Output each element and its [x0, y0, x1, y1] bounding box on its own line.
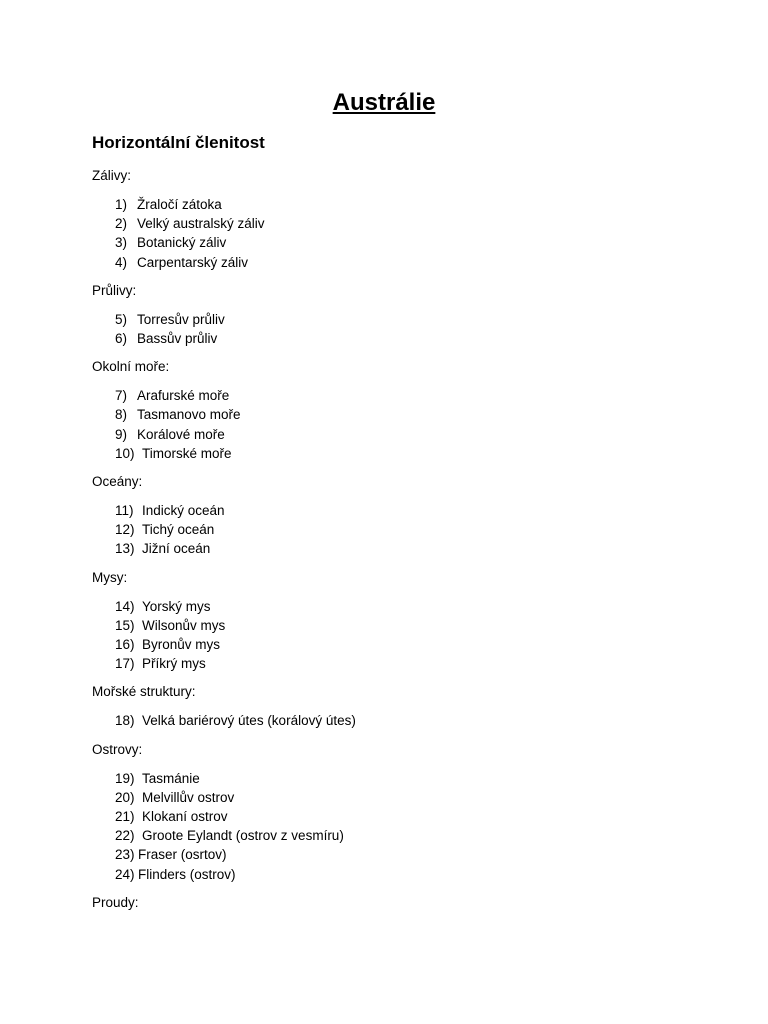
- list-item: [92, 865, 712, 884]
- list-item: [92, 329, 712, 348]
- document-subtitle: Horizontální členitost: [92, 133, 265, 152]
- list-item: [92, 845, 712, 864]
- sections-container: [92, 166, 712, 922]
- item-text: Indický oceán: [142, 503, 225, 519]
- item-number: 6): [115, 331, 128, 347]
- list-item: [92, 253, 712, 272]
- item-text: Wilsonův mys: [142, 617, 226, 633]
- item-number: 24): [115, 866, 135, 882]
- section-label: Zálivy:: [92, 168, 132, 183]
- item-text: Timorské moře: [142, 445, 232, 461]
- list-item: [92, 310, 712, 329]
- list-item: [92, 826, 712, 845]
- list-item: [92, 635, 712, 654]
- section-label: Mořské struktury:: [92, 684, 196, 700]
- item-text: Velký australský záliv: [137, 216, 265, 232]
- item-text: Tichý oceán: [142, 522, 215, 538]
- list-item: [92, 769, 712, 788]
- section-proudy: [92, 893, 712, 912]
- item-text: Yorský mys: [142, 598, 211, 614]
- item-text: Klokaní ostrov: [142, 809, 228, 825]
- item-number: 12): [115, 522, 135, 538]
- item-list: [92, 195, 712, 272]
- item-text: Botanický záliv: [137, 235, 227, 251]
- section-label: Ostrovy:: [92, 741, 143, 757]
- item-number: 15): [115, 617, 135, 633]
- section-label: Mysy:: [92, 569, 128, 585]
- item-number: 14): [115, 598, 135, 614]
- item-text: Bassův průliv: [137, 331, 218, 347]
- list-item: [92, 425, 712, 444]
- section-label: Proudy:: [92, 894, 139, 910]
- item-text: Žraločí zátoka: [137, 197, 222, 212]
- item-list: [92, 310, 712, 348]
- list-item: [92, 233, 712, 252]
- item-text: Tasmánie: [142, 770, 200, 786]
- item-number: 13): [115, 541, 135, 557]
- item-list: [92, 769, 712, 884]
- list-item: [92, 195, 712, 214]
- item-text: Carpentarský záliv: [137, 254, 249, 270]
- item-number: 17): [115, 656, 135, 672]
- item-list: [92, 597, 712, 674]
- item-number: 7): [115, 388, 128, 404]
- list-item: [92, 214, 712, 233]
- section-morske-struktury: [92, 682, 712, 730]
- list-item: [92, 711, 712, 730]
- list-item: [92, 654, 712, 673]
- item-number: 20): [115, 789, 135, 805]
- section-label: Okolní moře:: [92, 359, 170, 375]
- item-text: Byronův mys: [142, 637, 221, 653]
- item-text: Tasmanovo moře: [137, 407, 241, 423]
- item-number: 2): [115, 216, 128, 232]
- item-text: Jižní oceán: [142, 541, 211, 557]
- item-number: 19): [115, 770, 135, 786]
- item-number: 21): [115, 809, 135, 825]
- item-list: [92, 386, 712, 463]
- list-item: [92, 386, 712, 405]
- section-prulivy: [92, 281, 712, 348]
- item-text: Torresův průliv: [137, 311, 225, 327]
- section-mysy: [92, 568, 712, 674]
- item-text: Fraser (osrtov): [138, 847, 227, 863]
- item-text: Melvillův ostrov: [142, 789, 235, 805]
- list-item: [92, 405, 712, 424]
- section-label: Průlivy:: [92, 282, 137, 298]
- section-label: Oceány:: [92, 474, 143, 490]
- item-text: Groote Eylandt (ostrov z vesmíru): [142, 828, 344, 844]
- item-text: Velká bariérový útes (korálový útes): [142, 713, 356, 729]
- list-item: [92, 616, 712, 635]
- item-number: 23): [115, 847, 135, 863]
- item-list: [92, 501, 712, 559]
- section-ostrovy: [92, 740, 712, 884]
- list-item: [92, 501, 712, 520]
- section-zalivy: [92, 166, 712, 272]
- item-list: [92, 711, 712, 730]
- list-item: [92, 788, 712, 807]
- item-number: 9): [115, 426, 128, 442]
- item-number: 3): [115, 235, 128, 251]
- item-number: 1): [115, 197, 128, 212]
- item-number: 22): [115, 828, 135, 844]
- item-text: Flinders (ostrov): [138, 866, 236, 882]
- list-item: [92, 807, 712, 826]
- item-number: 11): [115, 503, 134, 519]
- item-number: 4): [115, 254, 128, 270]
- item-number: 18): [115, 713, 135, 729]
- document-title: Austrálie: [332, 89, 436, 116]
- list-item: [92, 444, 712, 463]
- list-item: [92, 520, 712, 539]
- item-number: 10): [115, 445, 135, 461]
- item-number: 5): [115, 311, 128, 327]
- list-item: [92, 597, 712, 616]
- section-okolni-more: [92, 357, 712, 463]
- item-number: 8): [115, 407, 128, 423]
- item-text: Arafurské moře: [137, 388, 230, 404]
- item-text: Korálové moře: [137, 426, 225, 442]
- section-oceany: [92, 472, 712, 559]
- item-number: 16): [115, 637, 135, 653]
- item-text: Příkrý mys: [142, 656, 206, 672]
- list-item: [92, 539, 712, 558]
